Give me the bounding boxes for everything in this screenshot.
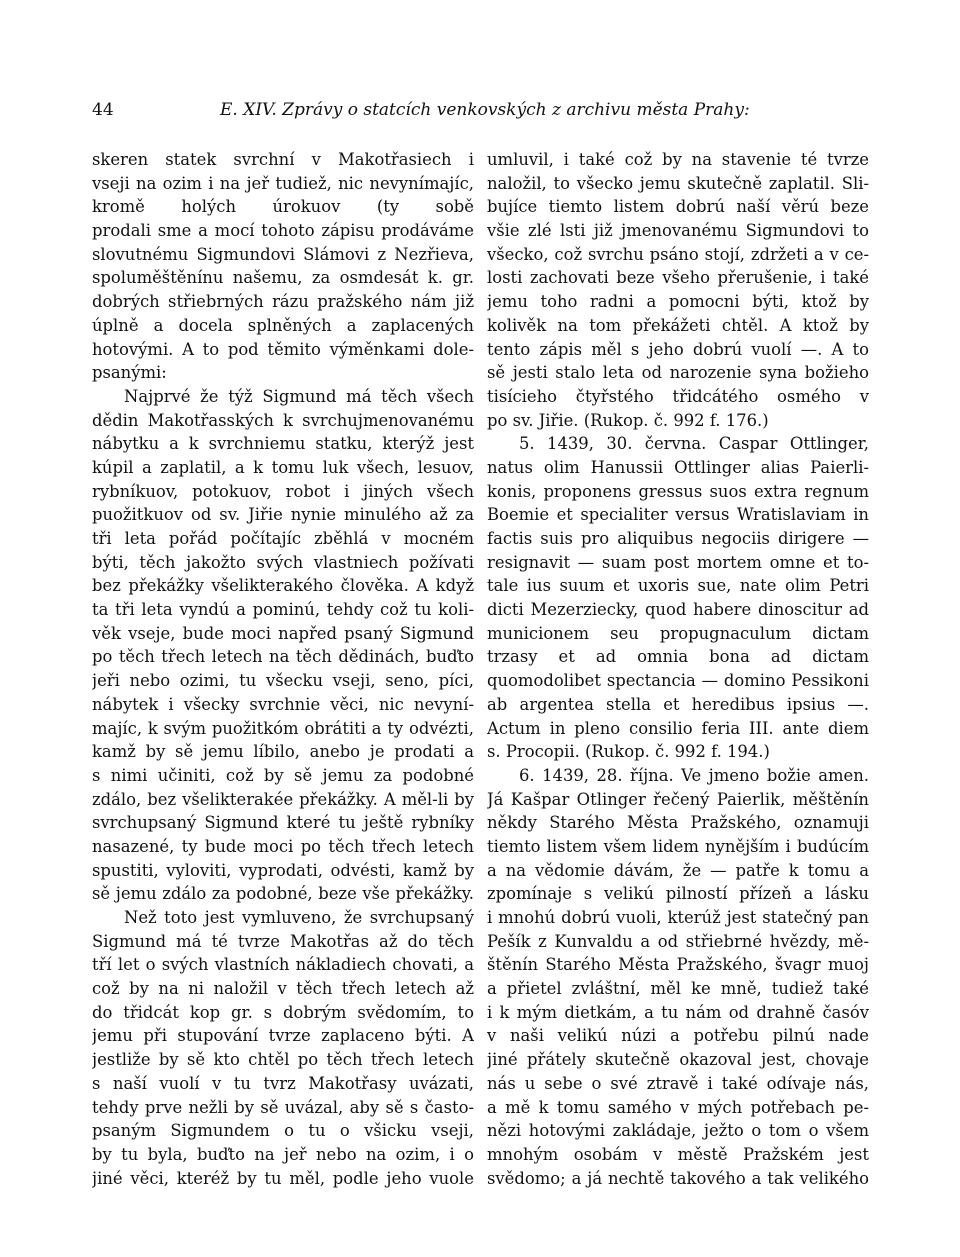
text-line: psaným Sigmundem o tu o všicku vseji,: [92, 1121, 474, 1141]
text-line: natus olim Hanussii Ottlinger alias Paierli-: [487, 457, 869, 477]
text-line: tři leta pořád počítajíc zběhlá v mocném: [92, 529, 474, 548]
text-line: jeři nebo ozimi, tu všecku vseji, seno, píci,: [92, 671, 474, 691]
text-line: sě jesti stalo leta od narozenie syna božieho: [487, 363, 869, 383]
text-line: v naši velikú núzi a potřebu pilnú nade: [487, 1026, 869, 1046]
text-line: jemu toho radni a pomocni býti, ktož by: [487, 292, 869, 312]
text-line: kolivěk na tom překážeti chtěl. A ktož by: [487, 315, 869, 335]
text-line: nábytku a k svrchniemu statku, kterýž jest: [92, 434, 474, 454]
text-line: dobrých střiebrných rázu pražského nám již: [92, 292, 474, 312]
text-line: tisícieho čtyřstého třidcátého osmého v: [487, 386, 869, 406]
text-line: spoluměštěnínu našemu, za osmdesát k. gr.: [92, 268, 474, 288]
text-line: bez překážky všelikterakého člověka. A když: [92, 576, 474, 596]
text-line: a mě k tomu samého v mých potřebach pe-: [487, 1097, 869, 1117]
text-line: a přietel zvláštní, měl ke mně, tudiež také: [487, 979, 869, 999]
text-line: dicti Mezerziecky, quod habere dinoscitur ad: [487, 600, 869, 620]
text-line: quomodolibet spectancia — domino Pessikoni: [487, 671, 869, 691]
text-line: tento zápis měl s jeho dobrú vuolí —. A to: [487, 339, 869, 359]
text-line: 5. 1439, 30. června. Caspar Ottlinger,: [519, 434, 869, 454]
text-line: svrchupsaný Sigmund které tu ještě rybníky: [92, 813, 474, 833]
text-line: slovutnému Sigmundovi Slámovi z Nezřieva,: [92, 244, 474, 264]
left-column: [92, 148, 474, 1190]
text-line: factis suis pro aliquibus negociis dirigere —: [487, 529, 869, 548]
text-line: resignavit — suam post mortem omne et to-: [487, 552, 869, 572]
text-line: prodali sme a mocí tohoto zápisu prodáváme: [92, 221, 474, 241]
text-line: kúpil a zaplatil, a k tomu luk všech, lesuov,: [92, 457, 474, 477]
text-line: Najprvé že týž Sigmund má těch všech: [124, 386, 474, 406]
text-line: Než toto jest vymluveno, že svrchupsaný: [124, 908, 474, 927]
running-title: E. XIV. Zprávy o statcích venkovských z archivu města Prahy:: [220, 100, 750, 120]
text-line: losti zachovati beze všeho přerušenie, i také: [487, 268, 869, 288]
text-line: úplně a docela splněných a zaplacených: [92, 315, 474, 335]
text-line: a na vědomie dávám, že — patře k tomu a: [487, 860, 869, 880]
text-line: tří let o svých vlastních nákladiech chovati, a: [92, 955, 474, 975]
text-line: rybníkuov, potokuov, robot i jiných všech: [92, 481, 474, 501]
text-line: Sigmund má té tvrze Makotřas až do těch: [92, 931, 474, 951]
text-line: Boemie et specialiter versus Wratislaviam in: [487, 505, 869, 525]
text-line: municionem seu propugnaculum dictam: [487, 623, 869, 643]
text-line: dědin Makotřasských k svrchujmenovanému: [92, 410, 474, 430]
text-line: 6. 1439, 28. října. Ve jmeno božie amen.: [519, 765, 869, 785]
text-line: hotovými. A to pod těmito výměnkami dole-: [92, 339, 474, 359]
text-line: jiné přátely skutečně okazoval jest, chovaje: [487, 1050, 869, 1070]
text-line: sě jemu zdálo za podobné, beze vše překážky.: [92, 884, 474, 904]
text-line: jiné věci, kteréž by tu měl, podle jeho vuole: [92, 1168, 474, 1188]
text-line: kromě holých úrokuov (ty sobě: [92, 197, 474, 217]
text-line: s naší vuolí v tu tvrz Makotřasy uvázati,: [92, 1073, 474, 1093]
text-line: zdálo, bez všelikterakée překážky. A měl-li by: [92, 789, 474, 809]
text-line: což by na ni naložil v těch třech letech až: [92, 979, 474, 999]
text-line: nábytek i všecky svrchnie věci, nic nevyní-: [92, 694, 474, 714]
text-line: nasazené, ty bude moci po těch třech letech: [92, 836, 474, 856]
text-line: Já Kašpar Otlinger řečený Paierlik, měštěnín: [487, 789, 869, 809]
text-line: do třidcát kop gr. s dobrým svědomím, to: [92, 1002, 474, 1022]
text-line: i k mým dietkám, a tu nám od drahně časóv: [487, 1002, 869, 1022]
right-column: [487, 148, 869, 1190]
text-line: trzasy et ad omnia bona ad dictam: [487, 647, 869, 667]
text-line: mnohým osobám v městě Pražském jest: [487, 1144, 869, 1164]
text-line: jemu při stupování tvrze zaplaceno býti. A: [92, 1026, 474, 1046]
text-line: tehdy prve nežli by sě uvázal, aby sě s často-: [92, 1097, 474, 1117]
text-line: nás u sebe o své ztravě i také odívaje nás,: [487, 1073, 869, 1093]
text-line: kamž by sě jemu líbilo, anebo je prodati a: [92, 742, 474, 762]
text-line: by tu byla, buďto na jeř nebo na ozim, i o: [92, 1144, 474, 1164]
text-line: konis, proponens gressus suos extra regnum: [487, 481, 869, 501]
text-line: bujíce tiemto listem dobrú naší věrú beze: [487, 197, 869, 217]
text-line: s. Procopii. (Rukop. č. 992 f. 194.): [487, 742, 770, 762]
text-line: štěnín Starého Města Pražského, švagr muoj: [487, 955, 869, 975]
text-line: i mnohú dobrú vuoli, kterúž jest statečný pan: [487, 908, 869, 927]
text-line: býti, těch jakožto svých vlastniech požívati: [92, 552, 474, 572]
page-number: 44: [92, 100, 114, 120]
text-line: puožitkuov od sv. Jiřie nynie minulého až za: [92, 505, 474, 525]
text-line: naložil, to všecko jemu skutečně zaplatil. Sli-: [487, 173, 869, 193]
text-line: jestliže by sě kto chtěl po těch třech letech: [92, 1050, 474, 1070]
text-line: spustiti, vyloviti, vyprodati, odvésti, kamž by: [92, 860, 474, 880]
text-line: ta tři leta vyndú a pominú, tehdy což tu koli-: [92, 600, 474, 620]
text-line: po sv. Jiřie. (Rukop. č. 992 f. 176.): [487, 410, 769, 430]
text-line: věk vseje, bude moci napřed psaný Sigmund: [92, 623, 474, 643]
text-line: skeren statek svrchní v Makotřasiech i: [92, 150, 474, 169]
text-line: všecko, což svrchu psáno stojí, zdržeti a v ce-: [487, 244, 869, 264]
text-line: někdy Starého Města Pražského, oznamuji: [487, 813, 869, 833]
text-line: po těch třech letech na těch dědinách, buďto: [92, 647, 474, 667]
text-line: všie zlé lsti již jmenovanému Sigmundovi to: [487, 221, 869, 241]
text-line: svědomo; a já nechtě takového a tak velikého: [487, 1168, 869, 1188]
text-line: ab argentea stella et heredibus ipsius —.: [487, 694, 869, 714]
running-header: [92, 100, 872, 128]
text-line: umluvil, i také což by na stavenie té tvrze: [487, 150, 869, 169]
text-line: tale ius suum et uxoris sue, nate olim Petri: [487, 576, 869, 596]
text-line: nězi hotovými zakládaje, ježto o tom o všem: [487, 1121, 869, 1141]
text-line: zpomínaje s velikú pilností přízeň a lásku: [487, 884, 869, 904]
text-line: majíc, k svým puožitkóm obrátiti a ty odvézti,: [92, 718, 474, 738]
text-line: Actum in pleno consilio feria III. ante diem: [487, 718, 869, 738]
text-line: psanými:: [92, 363, 167, 383]
text-line: Pešík z Kunvaldu a od střiebrné hvězdy, mě-: [487, 931, 869, 951]
text-line: tiemto listem všem lidem nynějším i budúcím: [487, 836, 869, 856]
text-line: s nimi učiniti, což by sě jemu za podobné: [92, 765, 474, 785]
text-line: vseji na ozim i na jeř tudiež, nic nevynímajíc,: [92, 173, 474, 193]
